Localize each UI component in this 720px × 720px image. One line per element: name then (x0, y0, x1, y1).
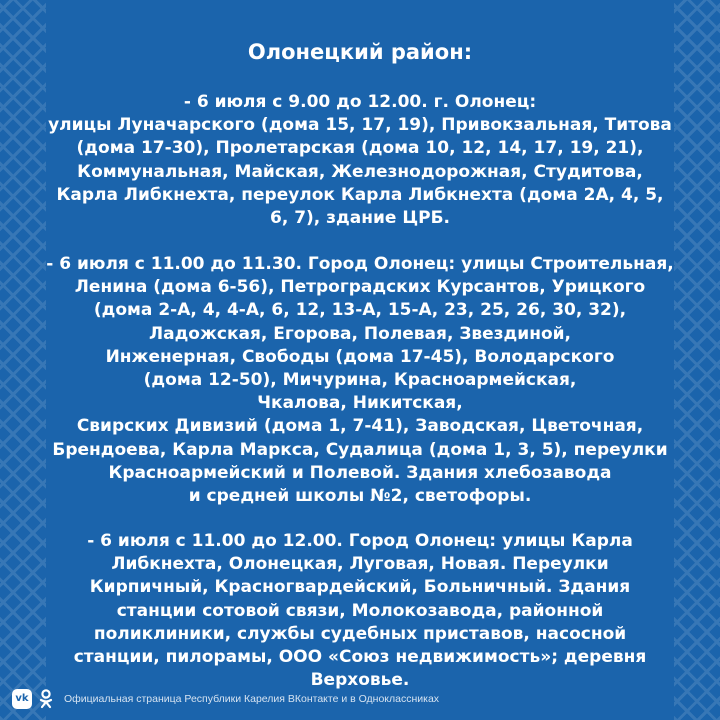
section-line: Красноармейский и Полевой. Здания хлебозавода (108, 462, 612, 483)
section-line: 6, 7), здание ЦРБ. (269, 208, 450, 229)
section-line: поликлиники, службы судебных приставов, насосной (93, 623, 627, 644)
section-line: Свирских Дивизий (дома 1, 7-41), Заводская, Цветочная, (76, 416, 644, 437)
section-line: Инженерная, Свободы (дома 17-45), Володарского (105, 346, 615, 367)
section-line: Кирпичный, Красногвардейский, Больничный. Здания (89, 577, 631, 598)
post-title: Олонецкий район: (247, 40, 473, 64)
section-line: Верховье. (310, 670, 410, 691)
section-line: Чкалова, Никитская, (257, 393, 463, 414)
odnoklassniki-icon[interactable] (38, 689, 54, 709)
section-line: - 6 июля с 9.00 до 12.00. г. Олонец: (183, 92, 537, 112)
section-line: станции, пилорамы, ООО «Союз недвижимость»; деревня (73, 647, 647, 668)
outage-section-3 (30, 530, 690, 692)
section-line: Ладожская, Егорова, Полевая, Звездиной, (148, 323, 571, 344)
section-line: Ленина (дома 6-56), Петроградских Курсантов, Урицкого (74, 277, 646, 298)
outage-section-2 (30, 253, 690, 508)
footer-text: Официальная страница Республики Карелия ВКонтакте и в Одноклассниках (64, 693, 440, 705)
section-line: Карла Либкнехта, переулок Карла Либкнехта (дома 2А, 4, 5, (56, 184, 664, 205)
vk-icon[interactable]: vk (12, 689, 32, 709)
section-line: Брендоева, Карла Маркса, Судалица (дома 1, 3, 5), переулки (52, 439, 668, 460)
section-line: - 6 июля с 11.00 до 11.30. Город Олонец: улицы Строительная, (46, 254, 674, 274)
section-line: (дома 2-А, 4, 4-А, 6, 12, 13-А, 15-А, 23, 25, 26, 30, 32), (93, 300, 627, 321)
section-line: - 6 июля с 11.00 до 12.00. Город Олонец: улицы Карла (87, 531, 633, 551)
section-line: Либкнехта, Олонецкая, Луговая, Новая. Переулки (111, 554, 609, 575)
section-line: и средней школы №2, светофоры. (188, 486, 532, 507)
section-line: станции сотовой связи, Молокозавода, районной (116, 600, 604, 621)
section-line: (дома 17-30), Пролетарская (дома 10, 12, 14, 17, 19, 21), (76, 138, 644, 159)
section-line: улицы Луначарского (дома 15, 17, 19), Привокзальная, Титова (48, 115, 672, 136)
section-line: Коммунальная, Майская, Железнодорожная, Студитова, (77, 161, 643, 182)
outage-section-1 (30, 91, 690, 230)
footer (12, 688, 439, 710)
section-line: (дома 12-50), Мичурина, Красноармейская, (143, 370, 577, 391)
